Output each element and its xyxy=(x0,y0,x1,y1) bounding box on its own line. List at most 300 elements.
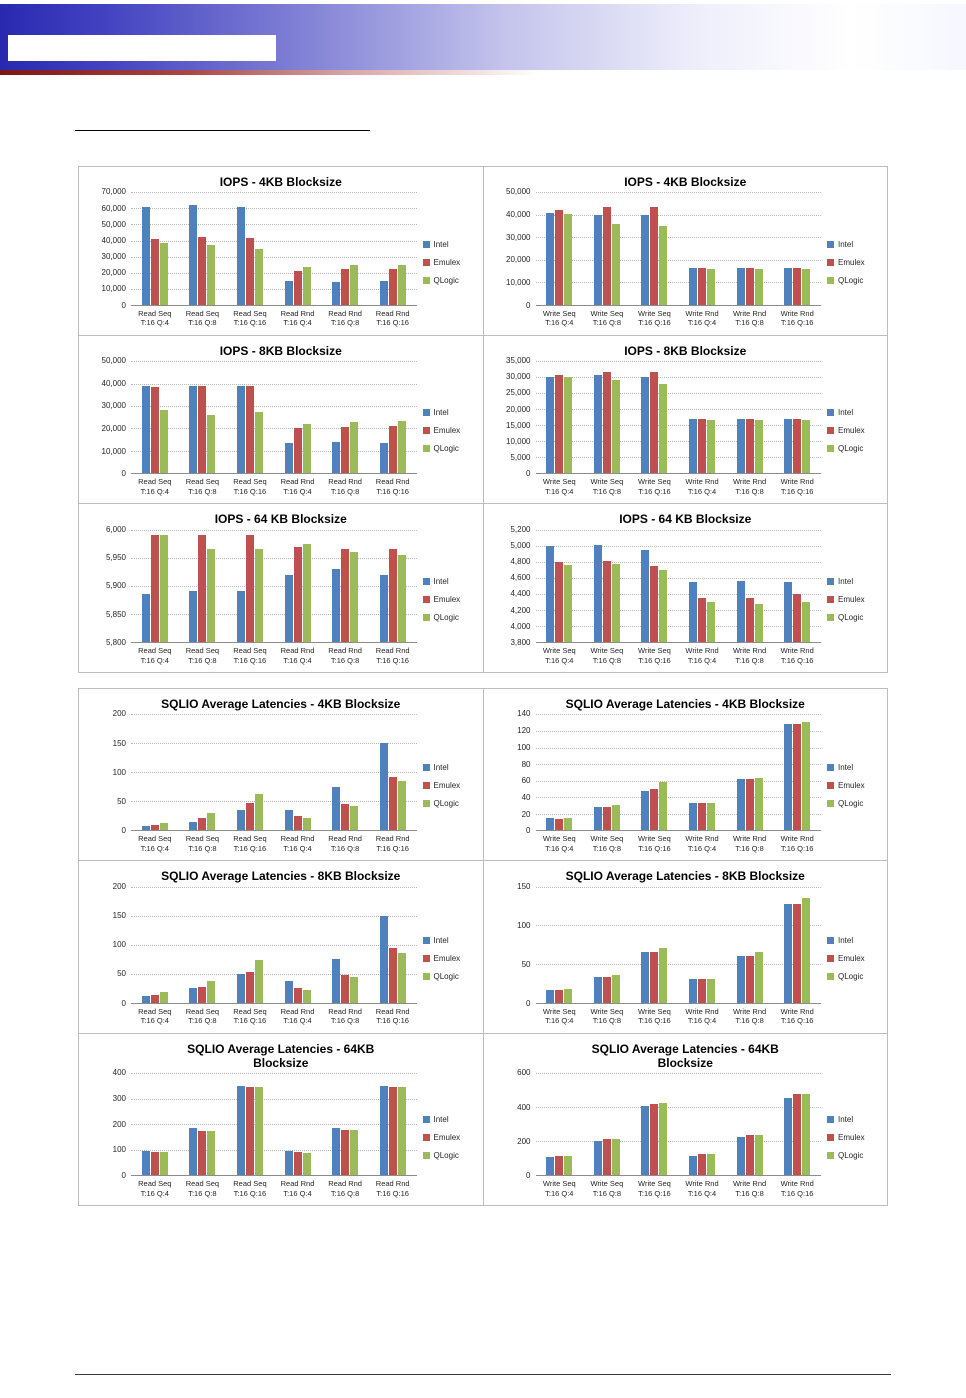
bar-group xyxy=(773,530,821,642)
bar-group xyxy=(773,714,821,830)
bar-emulex xyxy=(793,904,801,1003)
legend-label: Emulex xyxy=(838,594,865,604)
x-axis xyxy=(536,831,822,857)
chart-title-line: SQLIO Average Latencies - 64KB xyxy=(187,1041,375,1056)
bar-group xyxy=(131,1073,179,1175)
bar-group xyxy=(631,714,679,830)
bar-group xyxy=(678,714,726,830)
x-category-label: Read Seq T:16 Q:16 xyxy=(233,1178,267,1198)
x-axis xyxy=(131,831,417,857)
legend-swatch-qlogic xyxy=(423,614,430,621)
bar-group xyxy=(179,192,227,304)
bar-intel xyxy=(189,988,197,1002)
legend-entry xyxy=(423,1133,477,1142)
y-tick-label: 0 xyxy=(121,469,126,479)
bar-intel xyxy=(594,1141,602,1175)
bar-group xyxy=(536,361,584,473)
bar-group xyxy=(369,192,417,304)
y-tick-label: 0 xyxy=(526,1170,531,1180)
y-tick-label: 30,000 xyxy=(506,232,531,242)
legend-label: Emulex xyxy=(433,781,461,791)
legend-swatch-intel xyxy=(827,241,834,248)
chart-body xyxy=(85,709,477,857)
bar-group xyxy=(131,887,179,1003)
legend-label: Emulex xyxy=(433,426,461,436)
chart-title-line: Blocksize xyxy=(657,1056,713,1071)
bar-emulex xyxy=(198,818,206,831)
y-tick-label: 30,000 xyxy=(506,372,531,382)
x-category-label: Read Rnd T:16 Q:4 xyxy=(280,1006,315,1026)
chart-body xyxy=(490,356,882,500)
bar-qlogic xyxy=(755,420,763,473)
y-tick-label: 150 xyxy=(517,881,531,891)
bar-intel xyxy=(380,743,388,830)
legend-swatch-qlogic xyxy=(423,973,430,980)
bar-intel xyxy=(594,215,602,305)
bar-emulex xyxy=(341,804,349,830)
x-category-label: Write Seq T:16 Q:16 xyxy=(638,1006,671,1026)
x-category-label: Write Rnd T:16 Q:8 xyxy=(732,477,767,497)
bars-layer xyxy=(131,361,417,473)
bar-intel xyxy=(380,575,388,642)
bar-group xyxy=(678,530,726,642)
plot-column xyxy=(536,530,822,669)
chart-body xyxy=(490,524,882,669)
y-tick-label: 4,800 xyxy=(510,557,531,567)
y-tick-label: 15,000 xyxy=(506,420,531,430)
bar-qlogic xyxy=(160,992,168,1002)
y-axis xyxy=(490,356,536,500)
bar-qlogic xyxy=(398,953,406,1002)
bar-group xyxy=(226,192,274,304)
x-category-label: Read Seq T:16 Q:16 xyxy=(233,477,267,497)
bar-emulex xyxy=(389,426,397,473)
bar-emulex xyxy=(294,988,302,1002)
x-category-label: Write Rnd T:16 Q:16 xyxy=(780,477,814,497)
bar-intel xyxy=(285,981,293,1003)
legend-swatch-emulex xyxy=(423,1134,430,1141)
footer-divider xyxy=(75,1374,891,1375)
bar-intel xyxy=(546,1157,554,1175)
bar-emulex xyxy=(341,1130,349,1175)
bar-emulex xyxy=(793,1094,801,1175)
chart-body xyxy=(490,881,882,1030)
legend-swatch-emulex xyxy=(423,782,430,789)
x-category-label: Write Seq T:16 Q:8 xyxy=(590,308,624,328)
bar-qlogic xyxy=(707,1154,715,1175)
y-axis-labels xyxy=(85,709,131,836)
bar-emulex xyxy=(793,594,801,642)
legend-entry xyxy=(423,613,477,622)
legend xyxy=(821,1073,881,1202)
bar-intel xyxy=(737,779,745,830)
bar-group xyxy=(321,192,369,304)
y-tick-label: 25,000 xyxy=(506,388,531,398)
chart-title xyxy=(490,1042,882,1071)
bar-group xyxy=(583,887,631,1003)
chart-body xyxy=(85,1068,477,1202)
bar-qlogic xyxy=(207,1131,215,1175)
bar-qlogic xyxy=(303,818,311,831)
y-tick-label: 120 xyxy=(517,726,531,736)
bar-intel xyxy=(594,807,602,830)
x-category-label: Read Seq T:16 Q:8 xyxy=(185,477,220,497)
bar-qlogic xyxy=(802,898,810,1002)
legend-swatch-emulex xyxy=(423,955,430,962)
y-tick-label: 50,000 xyxy=(101,356,126,366)
chart-title-line: IOPS - 8KB Blocksize xyxy=(219,343,342,358)
bar-group xyxy=(321,361,369,473)
y-tick-label: 5,000 xyxy=(510,540,531,550)
bar-intel xyxy=(737,1137,745,1175)
legend-swatch-emulex xyxy=(827,955,834,962)
bar-intel xyxy=(285,1151,293,1175)
bar-qlogic xyxy=(659,1103,667,1175)
plot-area xyxy=(536,530,822,643)
bar-group xyxy=(726,714,774,830)
bar-intel xyxy=(784,419,792,474)
bars-layer xyxy=(536,1073,822,1175)
legend-label: QLogic xyxy=(838,444,864,454)
bar-group xyxy=(369,361,417,473)
y-tick-label: 150 xyxy=(112,738,126,748)
bar-qlogic xyxy=(612,564,620,642)
x-category-label: Read Seq T:16 Q:16 xyxy=(233,834,267,854)
bar-group xyxy=(274,192,322,304)
y-tick-label: 200 xyxy=(112,881,126,891)
y-tick-label: 35,000 xyxy=(506,356,531,366)
x-category-label: Write Rnd T:16 Q:8 xyxy=(732,646,767,665)
bar-intel xyxy=(332,282,340,304)
bar-group xyxy=(274,887,322,1003)
bar-intel xyxy=(237,810,245,830)
bar-qlogic xyxy=(612,224,620,305)
bar-emulex xyxy=(603,561,611,642)
chart-latency-64kb-write xyxy=(484,1034,889,1206)
y-tick-label: 300 xyxy=(112,1094,126,1104)
y-axis-labels xyxy=(490,356,536,479)
bar-qlogic xyxy=(350,265,358,304)
bar-group xyxy=(369,530,417,642)
legend-swatch-intel xyxy=(827,409,834,416)
legend-label: Intel xyxy=(838,935,854,945)
bar-emulex xyxy=(603,807,611,830)
x-category-label: Read Seq T:16 Q:16 xyxy=(233,646,267,665)
bar-intel xyxy=(641,791,649,831)
plot-area xyxy=(536,192,822,305)
bar-intel xyxy=(689,1156,697,1175)
bar-emulex xyxy=(246,238,254,305)
bar-qlogic xyxy=(755,778,763,830)
x-category-label: Write Seq T:16 Q:4 xyxy=(542,1006,576,1026)
legend-swatch-qlogic xyxy=(827,614,834,621)
bar-group xyxy=(179,361,227,473)
legend-entry xyxy=(423,595,477,604)
bar-group xyxy=(583,361,631,473)
bar-emulex xyxy=(793,268,801,305)
x-category-label: Write Rnd T:16 Q:8 xyxy=(732,1178,767,1198)
bar-group xyxy=(226,1073,274,1175)
y-tick-label: 6,000 xyxy=(105,524,126,534)
x-category-label: Read Seq T:16 Q:16 xyxy=(233,308,267,328)
x-category-label: Write Rnd T:16 Q:16 xyxy=(780,834,814,854)
bar-qlogic xyxy=(707,602,715,642)
legend-label: Intel xyxy=(433,408,449,418)
y-axis xyxy=(85,524,131,669)
legend-entry xyxy=(827,276,881,285)
bar-intel xyxy=(546,213,554,305)
x-category-label: Read Rnd T:16 Q:8 xyxy=(328,1006,362,1026)
bar-intel xyxy=(546,546,554,642)
legend-swatch-intel xyxy=(423,578,430,585)
x-category-label: Write Rnd T:16 Q:4 xyxy=(685,646,719,665)
y-tick-label: 100 xyxy=(112,767,126,777)
bar-qlogic xyxy=(659,226,667,305)
bar-emulex xyxy=(603,207,611,305)
chart-title-line: IOPS - 4KB Blocksize xyxy=(219,175,342,189)
bar-group xyxy=(369,887,417,1003)
legend-swatch-intel xyxy=(827,1116,834,1123)
legend-swatch-emulex xyxy=(423,596,430,603)
bars-layer xyxy=(131,1073,417,1175)
bar-qlogic xyxy=(303,267,311,305)
bar-intel xyxy=(237,386,245,474)
bar-emulex xyxy=(151,995,159,1003)
y-tick-label: 5,850 xyxy=(105,609,126,619)
plot-area xyxy=(131,887,417,1004)
bar-group xyxy=(226,714,274,830)
bar-qlogic xyxy=(207,549,215,642)
bar-emulex xyxy=(793,724,801,830)
bar-emulex xyxy=(151,825,159,831)
legend xyxy=(417,714,477,857)
legend xyxy=(417,887,477,1030)
legend-swatch-emulex xyxy=(827,1134,834,1141)
bar-qlogic xyxy=(802,602,810,642)
bar-intel xyxy=(237,591,245,642)
legend-label: Intel xyxy=(433,763,449,773)
bar-intel xyxy=(332,442,340,473)
x-category-label: Write Rnd T:16 Q:16 xyxy=(780,646,814,665)
legend-entry xyxy=(423,258,477,267)
bar-qlogic xyxy=(255,1087,263,1175)
bar-group xyxy=(179,714,227,830)
x-axis xyxy=(131,643,417,669)
x-category-label: Write Seq T:16 Q:16 xyxy=(638,834,671,854)
legend-entry xyxy=(423,408,477,417)
legend-swatch-emulex xyxy=(423,427,430,434)
bar-group xyxy=(321,714,369,830)
legend-label: QLogic xyxy=(838,1151,864,1161)
bar-intel xyxy=(594,545,602,642)
x-category-label: Read Rnd T:16 Q:8 xyxy=(328,646,362,665)
legend xyxy=(821,530,881,669)
bar-emulex xyxy=(198,535,206,642)
chart-title-line: IOPS - 64 KB Blocksize xyxy=(214,512,347,527)
bar-emulex xyxy=(151,387,159,473)
bar-emulex xyxy=(650,372,658,473)
bar-emulex xyxy=(555,562,563,642)
x-category-label: Read Rnd T:16 Q:4 xyxy=(280,646,315,665)
bar-intel xyxy=(237,974,245,1003)
y-tick-label: 4,000 xyxy=(510,621,531,631)
bar-qlogic xyxy=(255,794,263,831)
x-category-label: Write Seq T:16 Q:4 xyxy=(542,646,576,665)
legend-label: Intel xyxy=(433,935,449,945)
legend-label: Emulex xyxy=(433,953,461,963)
bar-emulex xyxy=(198,386,206,474)
bar-qlogic xyxy=(707,269,715,305)
bar-group xyxy=(726,361,774,473)
bar-emulex xyxy=(246,972,254,1003)
bar-intel xyxy=(689,419,697,474)
y-tick-label: 0 xyxy=(526,826,531,836)
legend-entry xyxy=(423,240,477,249)
y-tick-label: 10,000 xyxy=(506,278,531,288)
y-tick-label: 5,950 xyxy=(105,553,126,563)
legend-entry xyxy=(423,799,477,808)
x-category-label: Read Seq T:16 Q:4 xyxy=(138,1178,172,1198)
bar-qlogic xyxy=(160,535,168,642)
bars-layer xyxy=(536,887,822,1003)
bar-emulex xyxy=(198,1131,206,1175)
legend-label: Intel xyxy=(838,408,854,418)
bar-group xyxy=(583,530,631,642)
legend-swatch-intel xyxy=(423,241,430,248)
y-tick-label: 30,000 xyxy=(101,401,126,411)
bar-emulex xyxy=(341,269,349,304)
x-axis xyxy=(536,306,822,332)
y-tick-label: 5,900 xyxy=(105,581,126,591)
x-axis xyxy=(536,1176,822,1202)
bar-emulex xyxy=(294,428,302,473)
bar-emulex xyxy=(698,598,706,642)
x-axis xyxy=(131,1004,417,1030)
x-category-label: Write Rnd T:16 Q:4 xyxy=(685,477,719,497)
bar-emulex xyxy=(555,819,563,831)
x-category-label: Write Rnd T:16 Q:4 xyxy=(685,1178,719,1198)
y-tick-label: 150 xyxy=(112,910,126,920)
y-axis xyxy=(490,524,536,669)
legend-label: QLogic xyxy=(433,612,459,622)
bars-layer xyxy=(131,530,417,642)
chart-title xyxy=(490,512,882,526)
legend-swatch-qlogic xyxy=(423,800,430,807)
bar-group xyxy=(274,1073,322,1175)
y-tick-label: 60 xyxy=(521,776,531,786)
chart-iops-64kb-read xyxy=(79,504,484,673)
bar-emulex xyxy=(246,386,254,474)
x-category-label: Read Rnd T:16 Q:16 xyxy=(375,1178,410,1198)
bar-group xyxy=(773,361,821,473)
y-axis xyxy=(85,709,131,857)
y-tick-label: 0 xyxy=(121,300,126,310)
bar-group xyxy=(678,192,726,304)
legend xyxy=(821,192,881,331)
x-category-label: Write Seq T:16 Q:4 xyxy=(542,308,576,328)
bar-emulex xyxy=(389,549,397,642)
section-heading-underline xyxy=(75,130,370,131)
legend-swatch-qlogic xyxy=(827,973,834,980)
y-tick-label: 5,800 xyxy=(105,638,126,647)
bar-qlogic xyxy=(755,952,763,1002)
bar-emulex xyxy=(246,803,254,831)
y-tick-label: 100 xyxy=(517,920,531,930)
y-axis xyxy=(85,187,131,331)
bar-emulex xyxy=(698,803,706,830)
legend-swatch-intel xyxy=(423,937,430,944)
bar-intel xyxy=(689,803,697,830)
x-axis xyxy=(131,306,417,332)
legend xyxy=(417,1073,477,1202)
bar-qlogic xyxy=(564,818,572,830)
bar-emulex xyxy=(603,1139,611,1175)
legend-entry xyxy=(423,444,477,453)
bar-group xyxy=(226,530,274,642)
y-tick-label: 100 xyxy=(112,1145,126,1155)
y-tick-label: 50,000 xyxy=(101,219,126,229)
bar-group xyxy=(369,714,417,830)
x-category-label: Read Rnd T:16 Q:16 xyxy=(375,834,410,854)
bar-emulex xyxy=(746,268,754,305)
y-axis-labels xyxy=(85,187,131,310)
bar-emulex xyxy=(151,239,159,305)
bar-emulex xyxy=(389,948,397,1003)
bar-emulex xyxy=(698,979,706,1002)
bar-group xyxy=(179,1073,227,1175)
bar-group xyxy=(131,361,179,473)
bar-qlogic xyxy=(564,565,572,642)
bars-layer xyxy=(131,714,417,830)
legend-swatch-intel xyxy=(423,764,430,771)
legend-entry xyxy=(423,276,477,285)
y-axis-labels xyxy=(490,524,536,647)
bar-intel xyxy=(737,268,745,305)
bar-emulex xyxy=(746,598,754,642)
bar-intel xyxy=(237,207,245,305)
bar-intel xyxy=(142,1151,150,1175)
bar-qlogic xyxy=(707,979,715,1003)
legend-label: Emulex xyxy=(433,1133,461,1143)
bar-intel xyxy=(380,281,388,305)
bar-intel xyxy=(285,443,293,473)
y-tick-label: 50 xyxy=(117,969,126,979)
x-category-label: Read Rnd T:16 Q:16 xyxy=(375,308,410,328)
legend-swatch-intel xyxy=(423,1116,430,1123)
x-category-label: Write Rnd T:16 Q:4 xyxy=(685,1006,719,1026)
bar-intel xyxy=(737,419,745,474)
bar-intel xyxy=(546,377,554,473)
bar-group xyxy=(583,192,631,304)
bar-group xyxy=(131,530,179,642)
plot-column xyxy=(536,714,822,857)
bar-group xyxy=(726,1073,774,1175)
legend-entry xyxy=(827,613,881,622)
header-blank-box xyxy=(8,35,276,61)
bar-emulex xyxy=(294,816,302,830)
chart-latency-4kb-read xyxy=(79,689,484,861)
y-axis xyxy=(490,187,536,331)
plot-column xyxy=(536,887,822,1030)
legend-label: QLogic xyxy=(433,799,459,809)
legend-entry xyxy=(827,781,881,790)
bar-qlogic xyxy=(303,544,311,642)
bar-qlogic xyxy=(160,410,168,473)
legend-entry xyxy=(827,595,881,604)
x-category-label: Write Seq T:16 Q:16 xyxy=(638,477,671,497)
bar-emulex xyxy=(294,547,302,642)
bar-qlogic xyxy=(802,269,810,305)
